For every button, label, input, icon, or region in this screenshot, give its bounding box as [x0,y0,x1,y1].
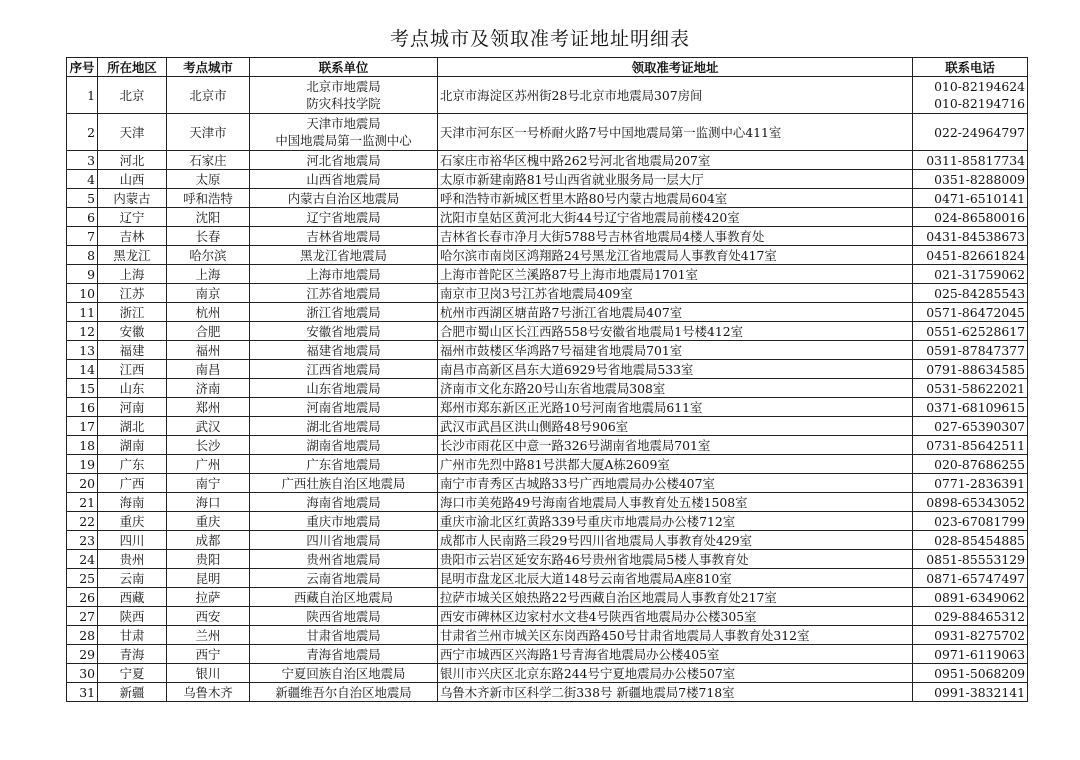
cell-address: 上海市普陀区兰溪路87号上海市地震局1701室 [438,265,913,284]
cell-address: 贵阳市云岩区延安东路46号贵州省地震局5楼人事教育处 [438,550,913,569]
table-row [67,170,1028,189]
cell-region: 甘肃 [98,626,167,645]
unit-line: 防灾科技学院 [306,96,381,111]
cell-city: 郑州 [167,398,250,417]
cell-address: 吉林省长春市净月大街5788号吉林省地震局4楼人事教育处 [438,227,913,246]
table-row [67,531,1028,550]
table-row [67,436,1028,455]
unit-line: 云南省地震局 [306,570,381,586]
phone-line: 010-82194716 [934,96,1025,111]
cell-phone [913,588,1028,607]
table-row [67,77,1028,114]
table-row [67,607,1028,626]
cell-phone [913,512,1028,531]
cell-no: 2 [67,114,98,151]
cell-region: 海南 [98,493,167,512]
cell-region: 青海 [98,645,167,664]
cell-unit [250,379,438,398]
cell-city: 南昌 [167,360,250,379]
cell-address: 南昌市高新区昌东大道6929号省地震局533室 [438,360,913,379]
cell-no: 7 [67,227,98,246]
cell-city: 重庆 [167,512,250,531]
phone-line: 010-82194624 [934,79,1025,94]
cell-phone [913,664,1028,683]
cell-address: 太原市新建南路81号山西省就业服务局一层大厅 [438,170,913,189]
unit-line: 湖南省地震局 [306,437,381,453]
cell-city: 南京 [167,284,250,303]
cell-unit [250,683,438,702]
cell-unit [250,265,438,284]
cell-region: 山西 [98,170,167,189]
table-row [67,341,1028,360]
cell-region: 辽宁 [98,208,167,227]
cell-no: 17 [67,417,98,436]
cell-unit [250,550,438,569]
cell-phone [913,626,1028,645]
cell-unit [250,569,438,588]
header-phone: 联系电话 [913,58,1028,77]
cell-city: 西安 [167,607,250,626]
unit-line: 山东省地震局 [306,380,381,396]
cell-address: 南宁市青秀区古城路33号广西地震局办公楼407室 [438,474,913,493]
cell-region: 内蒙古 [98,189,167,208]
table-header-row [67,58,1028,77]
cell-no: 31 [67,683,98,702]
cell-address: 呼和浩特市新城区哲里木路80号内蒙古地震局604室 [438,189,913,208]
cell-unit [250,246,438,265]
cell-no: 12 [67,322,98,341]
cell-phone [913,303,1028,322]
cell-phone [913,227,1028,246]
table-row [67,379,1028,398]
cell-unit [250,531,438,550]
table-row [67,227,1028,246]
cell-city: 广州 [167,455,250,474]
cell-address: 杭州市西湖区塘苗路7号浙江省地震局407室 [438,303,913,322]
cell-unit [250,208,438,227]
cell-region: 黑龙江 [98,246,167,265]
cell-phone [913,683,1028,702]
cell-unit [250,493,438,512]
table-row [67,683,1028,702]
cell-unit [250,170,438,189]
cell-unit [250,436,438,455]
cell-unit [250,398,438,417]
unit-line: 江苏省地震局 [306,285,381,301]
cell-address: 天津市河东区一号桥耐火路7号中国地震局第一监测中心411室 [438,114,913,151]
table-row [67,208,1028,227]
cell-no: 10 [67,284,98,303]
cell-city: 长沙 [167,436,250,455]
cell-city: 福州 [167,341,250,360]
cell-region: 吉林 [98,227,167,246]
cell-city: 武汉 [167,417,250,436]
cell-region: 广西 [98,474,167,493]
cell-address: 武汉市武昌区洪山侧路48号906室 [438,417,913,436]
cell-unit [250,303,438,322]
cell-city: 南宁 [167,474,250,493]
cell-phone [913,189,1028,208]
phone-line: 028-85454885 [934,532,1025,548]
unit-line: 宁夏回族自治区地震局 [281,665,406,681]
header-city: 考点城市 [167,58,250,77]
unit-line: 山西省地震局 [306,171,381,187]
phone-line: 024-86580016 [934,209,1025,225]
cell-phone [913,531,1028,550]
cell-region: 陕西 [98,607,167,626]
phone-line: 0531-58622021 [926,380,1025,396]
cell-address: 石家庄市裕华区槐中路262号河北省地震局207室 [438,151,913,170]
cell-no: 11 [67,303,98,322]
header-unit: 联系单位 [250,58,438,77]
cell-city: 石家庄 [167,151,250,170]
cell-city: 哈尔滨 [167,246,250,265]
phone-line: 0591-87847377 [926,342,1025,358]
unit-line: 四川省地震局 [306,532,381,548]
phone-line: 023-67081799 [934,513,1025,529]
phone-line: 020-87686255 [934,456,1025,472]
phone-line: 0871-65747497 [926,570,1025,586]
unit-line: 上海市地震局 [306,266,381,282]
cell-region: 山东 [98,379,167,398]
cell-no: 8 [67,246,98,265]
cell-unit [250,227,438,246]
phone-line: 0371-68109615 [926,399,1025,415]
table-row [67,569,1028,588]
cell-region: 四川 [98,531,167,550]
cell-phone [913,360,1028,379]
cell-no: 25 [67,569,98,588]
unit-line: 广西壮族自治区地震局 [281,475,406,491]
cell-no: 21 [67,493,98,512]
phone-line: 0311-85817734 [926,152,1025,168]
cell-address: 南京市卫岗3号江苏省地震局409室 [438,284,913,303]
phone-line: 022-24964797 [934,124,1025,140]
unit-line: 广东省地震局 [306,456,381,472]
cell-address: 拉萨市城关区娘热路22号西藏自治区地震局人事教育处217室 [438,588,913,607]
cell-no: 14 [67,360,98,379]
unit-line: 北京市地震局 [306,79,381,94]
header-address: 领取准考证地址 [438,58,913,77]
cell-city: 拉萨 [167,588,250,607]
cell-region: 河北 [98,151,167,170]
cell-no: 16 [67,398,98,417]
cell-address: 郑州市郑东新区正光路10号河南省地震局611室 [438,398,913,417]
table-row [67,322,1028,341]
cell-address: 重庆市渝北区红黄路339号重庆市地震局办公楼712室 [438,512,913,531]
cell-no: 30 [67,664,98,683]
phone-line: 0551-62528617 [926,323,1025,339]
cell-city: 银川 [167,664,250,683]
cell-region: 上海 [98,265,167,284]
unit-line: 河南省地震局 [306,399,381,415]
cell-address: 西宁市城西区兴海路1号青海省地震局办公楼405室 [438,645,913,664]
cell-phone [913,436,1028,455]
table-row [67,493,1028,512]
phone-line: 0891-6349062 [934,589,1025,605]
phone-line: 021-31759062 [934,266,1025,282]
table-row [67,246,1028,265]
cell-city: 杭州 [167,303,250,322]
cell-phone [913,417,1028,436]
table-row [67,588,1028,607]
cell-phone [913,550,1028,569]
cell-region: 天津 [98,114,167,151]
cell-region: 云南 [98,569,167,588]
unit-line: 天津市地震局 [306,116,381,131]
cell-no: 4 [67,170,98,189]
unit-line: 新疆维吾尔自治区地震局 [275,684,412,700]
cell-phone [913,379,1028,398]
cell-region: 江西 [98,360,167,379]
phone-line: 0451-82661824 [926,247,1025,263]
cell-address: 乌鲁木齐新市区科学二街338号 新疆地震局7楼718室 [438,683,913,702]
cell-unit [250,360,438,379]
cell-city: 呼和浩特 [167,189,250,208]
cell-address: 济南市文化东路20号山东省地震局308室 [438,379,913,398]
cell-phone [913,114,1028,151]
table-row [67,664,1028,683]
cell-unit [250,607,438,626]
cell-no: 29 [67,645,98,664]
cell-no: 18 [67,436,98,455]
cell-phone [913,246,1028,265]
phone-line: 0731-85642511 [926,437,1025,453]
header-region: 所在地区 [98,58,167,77]
cell-unit [250,77,438,114]
phone-line: 0771-2836391 [934,475,1025,491]
cell-unit [250,664,438,683]
cell-city: 北京市 [167,77,250,114]
cell-phone [913,607,1028,626]
cell-city: 昆明 [167,569,250,588]
unit-line: 中国地震局第一监测中心 [275,133,412,148]
cell-city: 长春 [167,227,250,246]
unit-line: 青海省地震局 [306,646,381,662]
unit-line: 安徽省地震局 [306,323,381,339]
unit-line: 陕西省地震局 [306,608,381,624]
phone-line: 0351-8288009 [934,171,1025,187]
cell-unit [250,645,438,664]
cell-city: 天津市 [167,114,250,151]
cell-no: 27 [67,607,98,626]
unit-line: 吉林省地震局 [306,228,381,244]
cell-phone [913,265,1028,284]
cell-region: 湖南 [98,436,167,455]
table-body [67,77,1028,702]
cell-no: 22 [67,512,98,531]
cell-unit [250,455,438,474]
cell-no: 9 [67,265,98,284]
cell-address: 甘肃省兰州市城关区东岗西路450号甘肃省地震局人事教育处312室 [438,626,913,645]
unit-line: 内蒙古自治区地震局 [287,190,400,206]
cell-address: 福州市鼓楼区华鸿路7号福建省地震局701室 [438,341,913,360]
cell-unit [250,417,438,436]
unit-line: 辽宁省地震局 [306,209,381,225]
phone-line: 027-65390307 [934,418,1025,434]
phone-line: 0898-65343052 [926,494,1025,510]
phone-line: 0791-88634585 [926,361,1025,377]
cell-unit [250,588,438,607]
cell-phone [913,170,1028,189]
phone-line: 0431-84538673 [926,228,1025,244]
cell-no: 5 [67,189,98,208]
cell-unit [250,189,438,208]
cell-region: 河南 [98,398,167,417]
phone-line: 0951-5068209 [934,665,1025,681]
table-row [67,189,1028,208]
cell-address: 哈尔滨市南岗区鸿翔路24号黑龙江省地震局人事教育处417室 [438,246,913,265]
cell-unit [250,474,438,493]
cell-phone [913,77,1028,114]
cell-region: 江苏 [98,284,167,303]
cell-address: 广州市先烈中路81号洪都大厦A栋2609室 [438,455,913,474]
unit-line: 浙江省地震局 [306,304,381,320]
phone-line: 0931-8275702 [934,627,1025,643]
table-row [67,512,1028,531]
table-row [67,626,1028,645]
cell-region: 重庆 [98,512,167,531]
cell-city: 沈阳 [167,208,250,227]
cell-city: 西宁 [167,645,250,664]
page-title: 考点城市及领取准考证地址明细表 [389,28,690,50]
cell-city: 济南 [167,379,250,398]
cell-address: 海口市美苑路49号海南省地震局人事教育处五楼1508室 [438,493,913,512]
phone-line: 0471-6510141 [934,190,1025,206]
unit-line: 海南省地震局 [306,494,381,510]
cell-no: 6 [67,208,98,227]
cell-city: 海口 [167,493,250,512]
table-row [67,360,1028,379]
table-row [67,455,1028,474]
unit-line: 江西省地震局 [306,361,381,377]
cell-unit [250,322,438,341]
table-row [67,303,1028,322]
cell-unit [250,626,438,645]
cell-region: 安徽 [98,322,167,341]
unit-line: 湖北省地震局 [306,418,381,434]
table-row [67,474,1028,493]
cell-city: 贵阳 [167,550,250,569]
cell-region: 西藏 [98,588,167,607]
cell-unit [250,512,438,531]
table-row [67,284,1028,303]
cell-region: 北京 [98,77,167,114]
phone-line: 0571-86472045 [926,304,1025,320]
unit-line: 黑龙江省地震局 [300,247,387,263]
cell-city: 乌鲁木齐 [167,683,250,702]
cell-phone [913,208,1028,227]
unit-line: 西藏自治区地震局 [293,589,394,605]
cell-region: 宁夏 [98,664,167,683]
table-row [67,417,1028,436]
cell-unit [250,284,438,303]
cell-phone [913,284,1028,303]
table-row [67,151,1028,170]
unit-line: 重庆市地震局 [306,513,381,529]
table-row [67,645,1028,664]
cell-phone [913,398,1028,417]
cell-unit [250,151,438,170]
table-row [67,398,1028,417]
table-row [67,114,1028,151]
phone-line: 0991-3832141 [934,684,1025,700]
unit-line: 福建省地震局 [306,342,381,358]
phone-line: 025-84285543 [934,285,1025,301]
cell-phone [913,151,1028,170]
cell-no: 24 [67,550,98,569]
cell-no: 3 [67,151,98,170]
cell-address: 昆明市盘龙区北辰大道148号云南省地震局A座810室 [438,569,913,588]
cell-phone [913,455,1028,474]
cell-unit [250,341,438,360]
phone-line: 0971-6119063 [934,646,1025,662]
cell-phone [913,322,1028,341]
cell-region: 湖北 [98,417,167,436]
cell-no: 13 [67,341,98,360]
cell-address: 沈阳市皇姑区黄河北大街44号辽宁省地震局前楼420室 [438,208,913,227]
cell-address: 北京市海淀区苏州街28号北京市地震局307房间 [438,77,913,114]
cell-region: 新疆 [98,683,167,702]
cell-city: 上海 [167,265,250,284]
cell-address: 合肥市蜀山区长江西路558号安徽省地震局1号楼412室 [438,322,913,341]
cell-no: 19 [67,455,98,474]
cell-phone [913,569,1028,588]
cell-city: 太原 [167,170,250,189]
cell-address: 长沙市雨花区中意一路326号湖南省地震局701室 [438,436,913,455]
cell-city: 成都 [167,531,250,550]
unit-line: 河北省地震局 [306,152,381,168]
phone-line: 029-88465312 [934,608,1025,624]
cell-phone [913,341,1028,360]
table-row [67,265,1028,284]
cell-no: 15 [67,379,98,398]
cell-no: 20 [67,474,98,493]
cell-address: 西安市碑林区边家村水文巷4号陕西省地震局办公楼305室 [438,607,913,626]
cell-phone [913,474,1028,493]
cell-no: 26 [67,588,98,607]
address-table [66,57,1028,702]
cell-region: 福建 [98,341,167,360]
cell-unit [250,114,438,151]
cell-region: 贵州 [98,550,167,569]
table-row [67,550,1028,569]
cell-no: 1 [67,77,98,114]
cell-address: 成都市人民南路三段29号四川省地震局人事教育处429室 [438,531,913,550]
cell-phone [913,645,1028,664]
cell-no: 28 [67,626,98,645]
cell-region: 浙江 [98,303,167,322]
cell-city: 兰州 [167,626,250,645]
phone-line: 0851-85553129 [926,551,1025,567]
unit-line: 贵州省地震局 [306,551,381,567]
cell-region: 广东 [98,455,167,474]
unit-line: 甘肃省地震局 [306,627,381,643]
cell-address: 银川市兴庆区北京东路244号宁夏地震局办公楼507室 [438,664,913,683]
cell-no: 23 [67,531,98,550]
cell-phone [913,493,1028,512]
cell-city: 合肥 [167,322,250,341]
header-no: 序号 [67,58,98,77]
